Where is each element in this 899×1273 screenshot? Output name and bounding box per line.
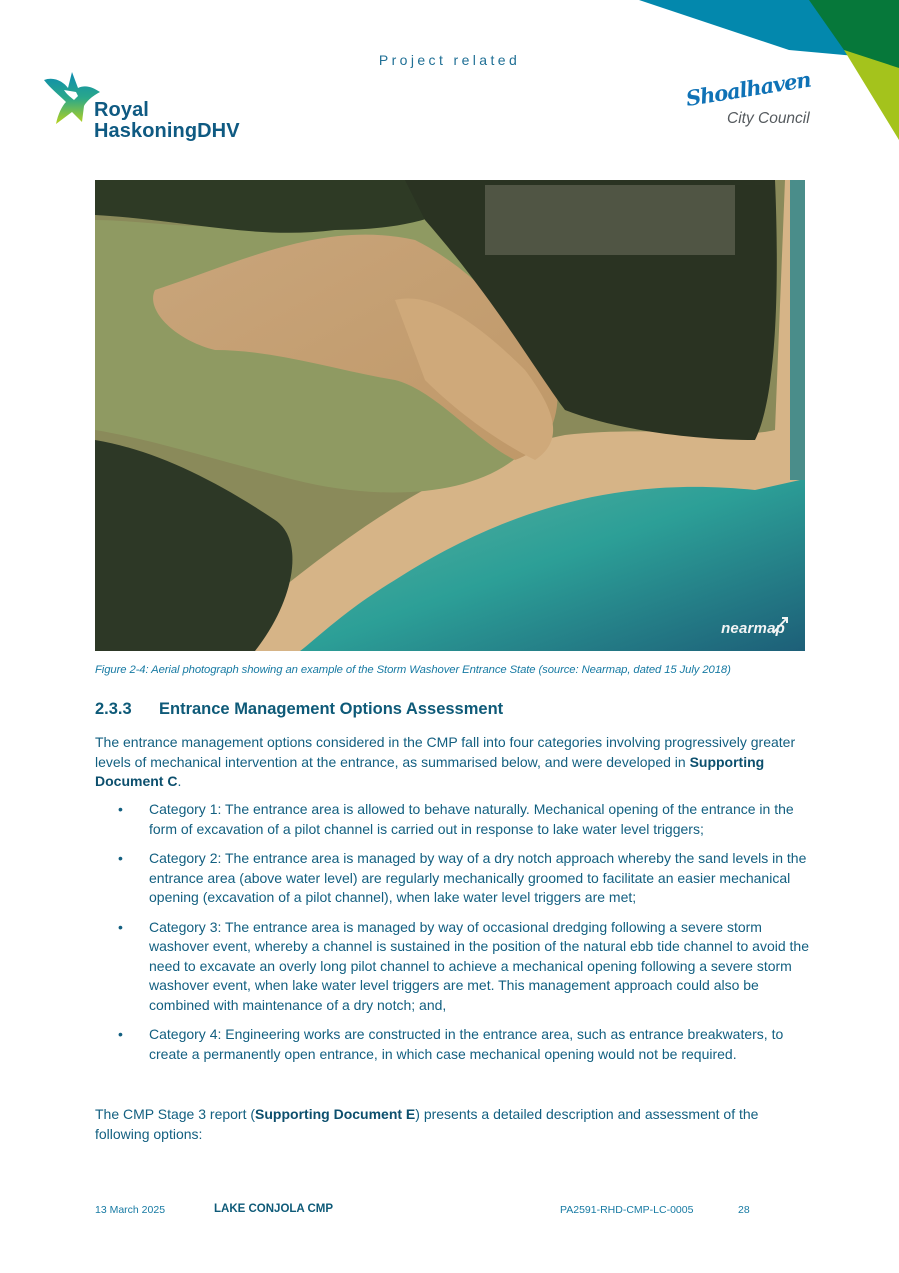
nearmap-watermark: nearmap <box>721 620 785 637</box>
aerial-photograph <box>95 180 805 651</box>
logo-text-line-2: HaskoningDHV <box>94 120 240 142</box>
list-item <box>95 918 810 1016</box>
closing-post: ) presents a detailed description and assessment of the following options: <box>95 1106 759 1142</box>
nearmap-arrow-icon <box>771 615 791 635</box>
intro-text: The entrance management options considered in the CMP fall into four categories involving progressively greater levels of mechanical intervention at the entrance, as summarised below, and were developed in <box>95 734 796 770</box>
aerial-photo-illustration <box>95 180 805 651</box>
category-list <box>95 800 810 1074</box>
figure-caption: Figure 2-4: Aerial photograph showing an example of the Storm Washover Entrance State (source: Nearmap, dated 15 July 2018) <box>95 664 731 676</box>
footer-title: LAKE CONJOLA CMP <box>214 1203 334 1215</box>
footer-doc-number: PA2591-RHD-CMP-LC-0005 <box>560 1204 694 1216</box>
classification-label: Project related <box>378 52 521 68</box>
intro-end: . <box>177 773 182 789</box>
category-text: Category 2: The entrance area is managed by way of a dry notch approach whereby the sand levels in the entrance area (above water level) are regularly mechanically groomed to facilitate an easier mechanical opening (excavation of a pilot channel), when lake water level triggers are met; <box>149 850 807 905</box>
list-item <box>95 800 810 839</box>
bullet: • <box>118 918 123 935</box>
list-item <box>95 1025 810 1064</box>
closing-paragraph <box>95 1105 810 1144</box>
footer-date: 13 March 2025 <box>95 1204 166 1216</box>
closing-pre: The CMP Stage 3 report ( <box>95 1106 256 1122</box>
section-heading <box>95 700 503 719</box>
footer-page-number: 28 <box>738 1204 750 1216</box>
royal-haskoningdhv-logo-text <box>94 100 240 142</box>
shoalhaven-logo-script: Shoalhaven <box>684 66 813 111</box>
section-number: 2.3.3 <box>95 700 132 718</box>
section-title: Entrance Management Options Assessment <box>159 700 504 718</box>
intro-paragraph <box>95 733 810 792</box>
bullet: • <box>118 850 123 866</box>
category-text: Category 3: The entrance area is managed by way of occasional dredging following a severe storm washover event, whereby a channel is sustained in the position of the natural ebb tide channel to avoid the need to excavate an overly long pilot channel to achieve a mechanical opening following a severe storm washover event, when lake water level triggers are met. This management approach could also be combined with maintenance of a dry notch; and, <box>149 918 809 1013</box>
logo-text-line-1: Royal <box>94 99 149 121</box>
category-text: Category 1: The entrance area is allowed to behave naturally. Mechanical opening of the entrance in the form of excavation of a pilot channel is carried out in response to lake water level triggers; <box>149 801 794 837</box>
shoalhaven-logo-subtitle: City Council <box>727 110 810 127</box>
bullet: • <box>118 1026 123 1042</box>
intro-bold-reference: Supporting Document C <box>95 753 765 789</box>
closing-bold-reference: Supporting Document E <box>255 1106 416 1122</box>
list-item <box>95 849 810 908</box>
category-text: Category 4: Engineering works are constructed in the entrance area, such as entrance breakwaters, to create a permanently open entrance, in which case mechanical opening would not be required. <box>149 1026 784 1062</box>
bullet: • <box>118 801 123 817</box>
